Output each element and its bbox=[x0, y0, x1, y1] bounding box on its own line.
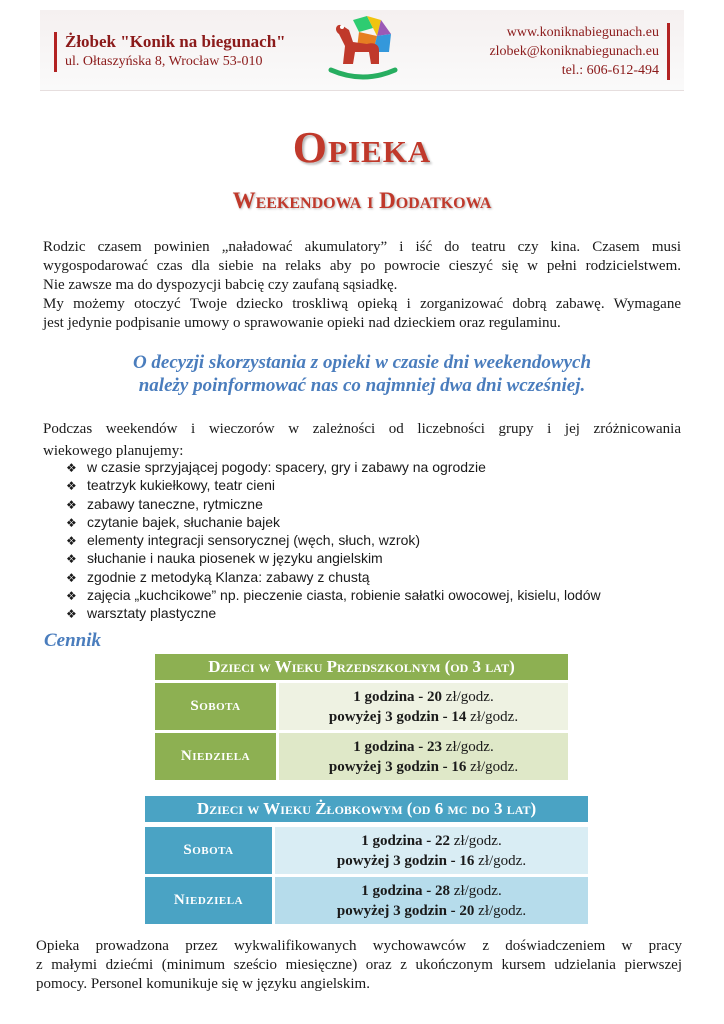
staff-line: z małymi dziećmi (minimum sześcio miesięczne) oraz z ukończonym kursem udzielania pierwszej bbox=[36, 957, 682, 973]
intro-line: Rodzic czasem powinien „naładować akumulatory” i iść do teatru czy kina. Czasem musi bbox=[43, 239, 681, 255]
bullet-icon: ❖ bbox=[66, 497, 77, 512]
day-cell: Sobota bbox=[155, 683, 276, 730]
price-cell: 1 godzina - 20 zł/godz. powyżej 3 godzin - 14 zł/godz. bbox=[279, 683, 568, 730]
staff-paragraph bbox=[36, 937, 682, 994]
letterhead-contact bbox=[489, 23, 670, 80]
bullet-icon: ❖ bbox=[66, 589, 77, 604]
email-link[interactable]: zlobek@koniknabiegunach.eu bbox=[489, 44, 659, 59]
bullet-icon: ❖ bbox=[66, 534, 77, 549]
day-cell: Niedziela bbox=[145, 877, 272, 924]
intro-line: Nie zawsze ma do dyspozycji babcię czy zaufaną sąsiadkę. bbox=[43, 277, 398, 293]
day-cell: Sobota bbox=[145, 827, 272, 874]
rocking-horse-logo bbox=[323, 12, 403, 88]
price-cell: 1 godzina - 22 zł/godz. powyżej 3 godzin - 16 zł/godz. bbox=[275, 827, 588, 874]
list-item: ❖ w czasie sprzyjającej pogody: spacery, gry i zabawy na ogrodzie bbox=[66, 458, 601, 476]
website-link[interactable]: www.koniknabiegunach.eu bbox=[506, 25, 659, 40]
nursery-name: Żłobek "Konik na biegunach" bbox=[65, 32, 286, 51]
bullet-icon: ❖ bbox=[66, 570, 77, 585]
intro-line: wygospodarować czas dla siebie na relaks aby po powrocie cieszyć się w pełni rodzicielstwem. bbox=[43, 258, 681, 274]
phone-number: tel.: 606-612-494 bbox=[561, 63, 659, 78]
price-cell: 1 godzina - 28 zł/godz. powyżej 3 godzin - 20 zł/godz. bbox=[275, 877, 588, 924]
callout-line: należy poinformować nas co najmniej dwa dni wcześniej. bbox=[138, 375, 586, 396]
bullet-icon: ❖ bbox=[66, 461, 77, 475]
bullet-icon: ❖ bbox=[66, 479, 77, 494]
page-title: Opieka bbox=[292, 123, 432, 172]
list-item: ❖ zajęcia „kuchcikowe” np. pieczenie ciasta, robienie sałatki owocowej, kisielu, lodów bbox=[66, 586, 601, 604]
list-item: ❖ teatrzyk kukiełkowy, teatr cieni bbox=[66, 476, 601, 494]
bullet-icon: ❖ bbox=[66, 552, 77, 567]
list-item: ❖ zabawy taneczne, rytmiczne bbox=[66, 495, 601, 513]
bullet-icon: ❖ bbox=[66, 515, 77, 530]
letterhead bbox=[40, 10, 684, 91]
bullet-icon: ❖ bbox=[66, 607, 77, 622]
list-item: ❖ elementy integracji sensorycznej (węch, słuch, wzrok) bbox=[66, 531, 601, 549]
page-subtitle: Weekendowa i Dodatkowa bbox=[232, 188, 492, 213]
plan-line: Podczas weekendów i wieczorów w zależności od liczebności grupy i jej zróżnicowania bbox=[43, 421, 681, 437]
plan-line: wiekowego planujemy: bbox=[43, 443, 184, 459]
intro-paragraph bbox=[43, 238, 681, 333]
notice-callout bbox=[0, 351, 724, 397]
price-cell: 1 godzina - 23 zł/godz. powyżej 3 godzin - 16 zł/godz. bbox=[279, 733, 568, 780]
price-list-heading: Cennik bbox=[44, 630, 102, 651]
staff-line: Opieka prowadzona przez wykwalifikowanych wychowawców z doświadczeniem w pracy bbox=[36, 938, 682, 954]
intro-line: jest jedynie podpisanie umowy o sprawowanie opieki nad dzieckiem oraz regulaminu. bbox=[43, 315, 561, 331]
activities-list bbox=[66, 458, 601, 623]
list-item: ❖ czytanie bajek, słuchanie bajek bbox=[66, 513, 601, 531]
table-heading: Dzieci w Wieku Przedszkolnym (od 3 lat) bbox=[155, 654, 568, 680]
day-cell: Niedziela bbox=[155, 733, 276, 780]
letterhead-left bbox=[54, 32, 286, 72]
plan-paragraph bbox=[43, 418, 681, 462]
nursery-address: ul. Ołtaszyńska 8, Wrocław 53-010 bbox=[65, 54, 263, 69]
table-heading: Dzieci w Wieku Żłobkowym (od 6 mc do 3 lat) bbox=[145, 796, 588, 822]
callout-line: O decyzji skorzystania z opieki w czasie dni weekendowych bbox=[132, 352, 592, 373]
list-item: ❖ warsztaty plastyczne bbox=[66, 604, 601, 622]
list-item: ❖ zgodnie z metodyką Klanza: zabawy z chustą bbox=[66, 568, 601, 586]
list-item: ❖ słuchanie i nauka piosenek w języku angielskim bbox=[66, 549, 601, 567]
intro-line: My możemy otoczyć Twoje dziecko troskliwą opieką i zorganizować dobrą zabawę. Wymagane bbox=[43, 296, 681, 312]
staff-line: pomocy. Personel komunikuje się w języku angielskim. bbox=[36, 976, 370, 992]
